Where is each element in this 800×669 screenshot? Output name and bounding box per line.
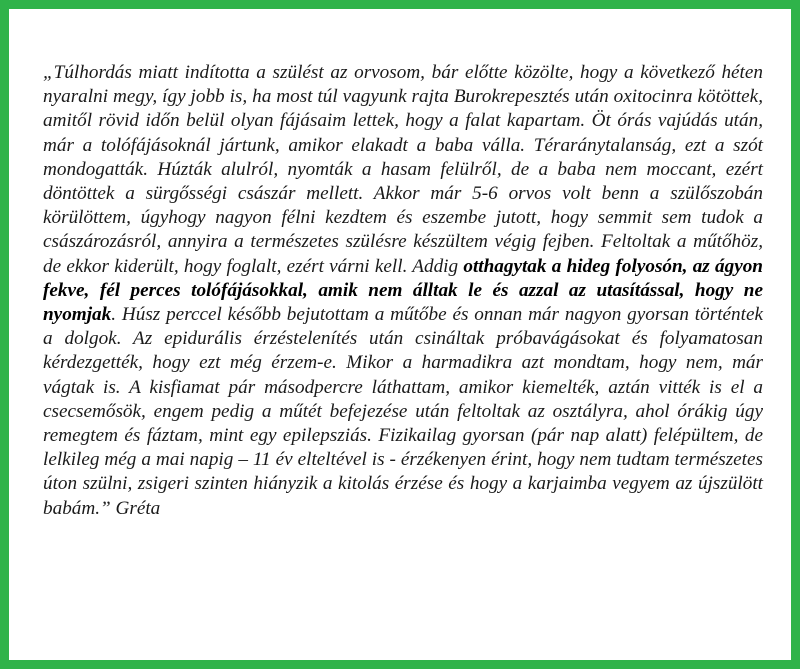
quote-text-start: „Túlhordás miatt indította a szülést az orvosom, bár előtte közölte, hogy a következő héten nyaralni megy, így jobb is, ha most túl vagyunk rajta Burokrepesztés után oxitocinra kötöttek, amitől rövid időn belül olyan fájásaim lettek, hogy a falat kapartam. Öt órás vajúdás után, már a tolófájásoknál jártunk, amikor elakadt a baba válla. Téraránytalanság, ezt a szót mondogatták. Húzták alulról, nyomták a hasam felülről, de a baba nem moccant, ezért döntöttek a sürgősségi császár mellett. Akkor már 5-6 orvos volt benn a szülőszobán körülöttem, úgyhogy nagyon félni kezdtem és eszembe jutott, hogy semmit sem tudok a császározásról, annyira a természetes szülésre készültem végig fejben. Feltoltak a műtőhöz, de ekkor kiderült, hogy foglalt, ezért várni kell. Addig bbox=[43, 62, 763, 277]
testimonial-quote bbox=[43, 61, 763, 521]
quote-bold-emphasis: otthagytak a hideg folyosón, az ágyon fekve, fél perces tolófájásokkal, amik nem álltak le és azzal az utasítással, hogy ne nyomjak bbox=[43, 255, 763, 326]
quote-text-end: . Húsz perccel később bejutottam a műtőbe és onnan már nagyon gyorsan történtek a dolgok. Az epidurális érzéstelenítés után csináltak próbavágásokat és folyamatosan kérdezgették, hogy ezt még érzem-e. Mikor a harmadikra azt mondtam, hogy nem, már vágtak is. A kisfiamat pár másodpercre láthattam, amikor kiemelték, aztán vitték is el a csecsemősök, engem pedig a műtét befejezése után feltoltak az osztályra, ahol órákig úgy remegtem és fáztam, mint egy epilepsziás. Fizikailag gyorsan (pár nap alatt) felépültem, de lelkileg még a mai napig – 11 év elteltével is - érzékenyen érint, hogy nem tudtam természetes úton szülni, zsigeri szinten hiányzik a kitolás érzése és hogy a karjaimba vegyem az újszülött babám.” Gréta bbox=[43, 304, 763, 519]
